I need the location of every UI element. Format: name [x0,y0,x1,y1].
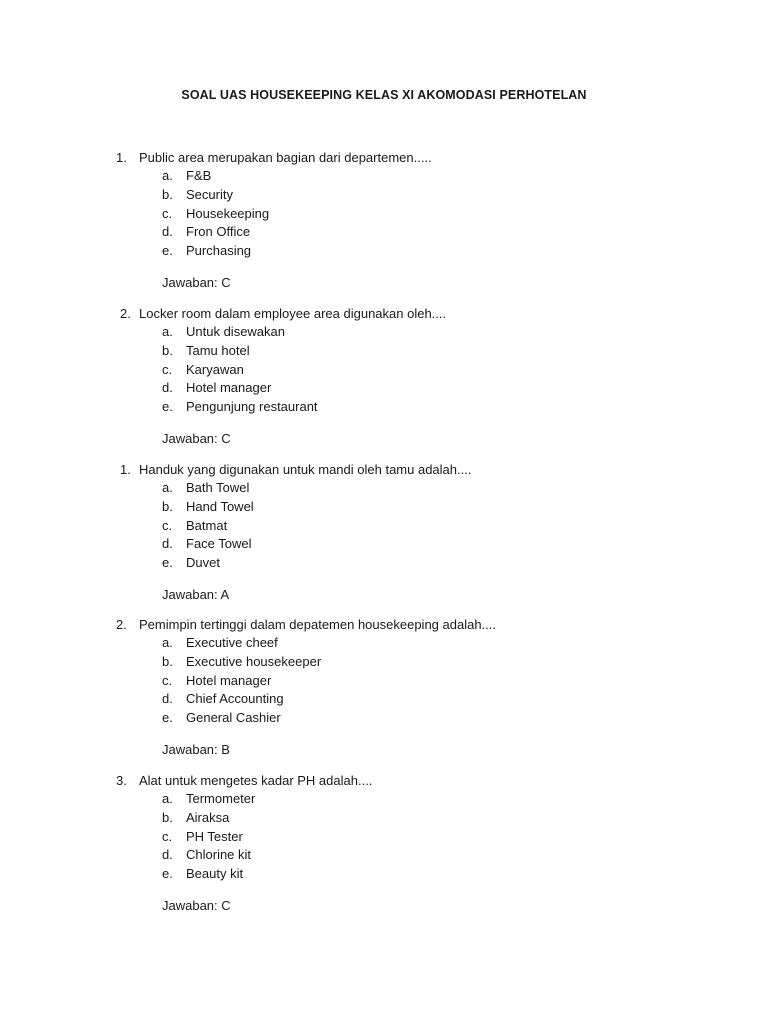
option-row [0,653,768,672]
answer-text: Jawaban: A [162,586,230,602]
option-row [0,186,768,205]
option-row [0,323,768,342]
option-row [0,223,768,242]
question-stem [0,148,768,167]
option-text: Airaksa [186,809,230,825]
question-text: Pemimpin tertinggi dalam depatemen housekeeping adalah.... [139,617,497,632]
option-text: Termometer [186,791,256,806]
option-letter: a. [162,635,173,650]
option-row [0,634,768,653]
question-number: 2. [116,617,127,632]
answer-line [0,585,768,604]
option-row [0,709,768,728]
option-text: Tamu hotel [186,342,250,358]
option-letter: b. [162,653,173,669]
question-block [0,148,768,292]
option-letter: d. [162,536,173,552]
option-letter: a. [162,480,173,495]
option-row [0,517,768,536]
option-letter: c. [162,361,173,377]
question-number: 1. [116,150,127,165]
option-text: Hotel manager [186,672,272,688]
option-text: Beauty kit [186,866,244,882]
option-row [0,498,768,517]
option-row [0,809,768,828]
option-text: Chief Accounting [186,691,284,707]
option-text: Chlorine kit [186,847,252,863]
option-letter: e. [162,555,173,571]
question-block [0,460,768,604]
answer-text: Jawaban: B [162,741,230,757]
question-stem [0,615,768,634]
option-text: Hotel manager [186,380,272,396]
option-text: General Cashier [186,710,281,726]
option-letter: c. [162,828,173,844]
option-letter: a. [162,324,173,339]
option-row [0,865,768,884]
option-row [0,554,768,573]
question-block [0,771,768,915]
answer-line [0,273,768,292]
option-letter: d. [162,847,173,863]
question-block [0,304,768,448]
answer-line [0,740,768,759]
question-number: 2. [120,306,131,321]
option-text: Duvet [186,555,220,571]
answer-text: Jawaban: C [162,897,231,913]
option-text: Batmat [186,517,228,533]
question-number: 1. [120,462,131,477]
option-row [0,479,768,498]
option-letter: c. [162,205,173,221]
option-text: Pengunjung restaurant [186,399,318,415]
option-row [0,846,768,865]
option-row [0,398,768,417]
answer-line [0,896,768,915]
option-letter: d. [162,380,173,396]
option-text: Security [186,186,233,202]
option-letter: b. [162,809,173,825]
document-title: SOAL UAS HOUSEKEEPING KELAS XI AKOMODASI PERHOTELAN [181,88,587,102]
option-text: PH Tester [186,828,243,844]
option-row [0,361,768,380]
option-letter: d. [162,224,173,240]
option-letter: a. [162,791,173,806]
question-text: Handuk yang digunakan untuk mandi oleh tamu adalah.... [139,462,472,477]
option-letter: e. [162,866,173,882]
question-text: Locker room dalam employee area digunakan oleh.... [139,306,447,321]
option-row [0,342,768,361]
option-letter: c. [162,672,173,688]
question-text: Public area merupakan bagian dari departemen..... [139,150,432,165]
answer-line [0,429,768,448]
option-text: Hand Towel [186,498,254,514]
option-text: Untuk disewakan [186,324,285,339]
option-letter: b. [162,186,173,202]
question-number: 3. [116,773,127,788]
option-text: Karyawan [186,361,244,377]
option-letter: b. [162,498,173,514]
option-text: Executive housekeeper [186,653,322,669]
answer-text: Jawaban: C [162,430,231,446]
option-row [0,379,768,398]
option-letter: c. [162,517,173,533]
option-letter: d. [162,691,173,707]
option-row [0,828,768,847]
question-stem [0,304,768,323]
option-text: Bath Towel [186,480,250,495]
option-row [0,167,768,186]
option-row [0,535,768,554]
question-stem [0,771,768,790]
option-row [0,690,768,709]
option-text: F&B [186,168,212,183]
question-stem [0,460,768,479]
option-row [0,242,768,261]
option-letter: e. [162,399,173,415]
option-letter: a. [162,168,173,183]
option-row [0,205,768,224]
option-letter: b. [162,342,173,358]
option-text: Fron Office [186,224,251,240]
option-letter: e. [162,710,173,726]
option-row [0,790,768,809]
option-text: Executive cheef [186,635,278,650]
option-row [0,672,768,691]
answer-text: Jawaban: C [162,274,231,290]
option-text: Purchasing [186,243,252,259]
option-letter: e. [162,243,173,259]
option-text: Face Towel [186,536,252,552]
question-block [0,615,768,759]
question-text: Alat untuk mengetes kadar PH adalah.... [139,773,373,788]
option-text: Housekeeping [186,205,270,221]
